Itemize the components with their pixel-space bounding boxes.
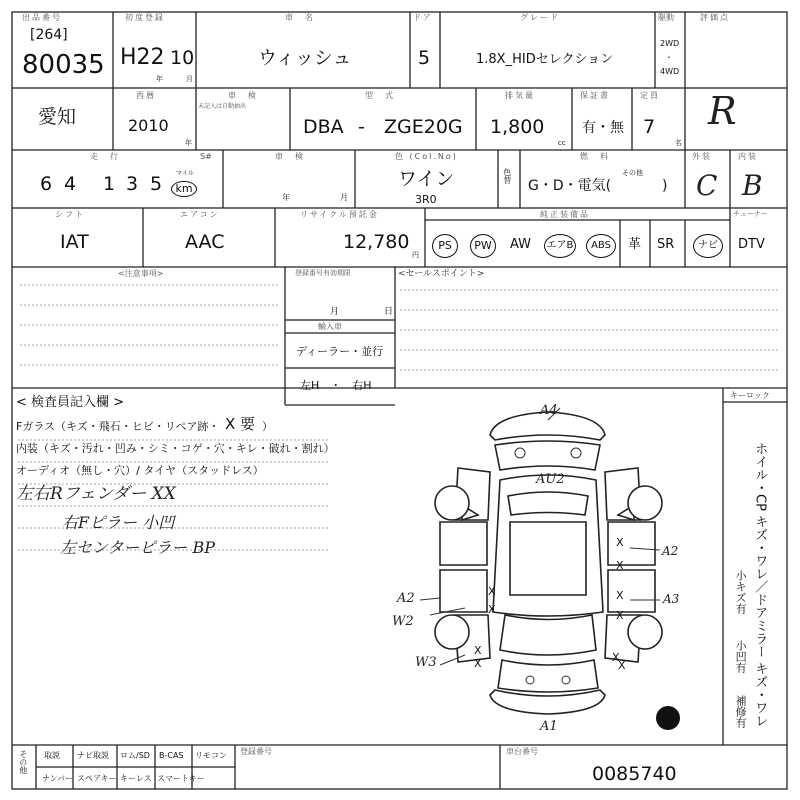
inspection-month-unit: 月 xyxy=(340,193,348,202)
equipment-item-sr: SR xyxy=(657,237,675,252)
grade-label: グレード xyxy=(520,13,560,22)
fglass-close: ） xyxy=(262,420,273,433)
year-unit: 年 xyxy=(156,75,163,83)
equipment-item-pw: PW xyxy=(470,234,496,258)
drive-label: 駆動 xyxy=(658,13,674,22)
chassis-number: 0085740 xyxy=(592,763,677,785)
check-smart-key: スマートキー xyxy=(157,774,205,783)
check-remote: リモコン xyxy=(195,751,227,760)
drive-dot: ・ xyxy=(665,53,673,62)
owner: 愛知 xyxy=(38,106,77,128)
car-name-label: 車 名 xyxy=(285,13,315,22)
check-keyless: キーレス xyxy=(120,774,152,783)
dealer: ディーラー・並行 xyxy=(296,345,384,358)
recycle: 12,780 xyxy=(343,231,410,253)
check-number: ナンバー xyxy=(42,774,74,783)
equipment-item-aw: AW xyxy=(510,237,532,252)
side-small-scratch: 小キズ有 xyxy=(734,570,748,614)
mark-x: X xyxy=(618,659,626,672)
car-name: ウィッシュ xyxy=(258,47,352,69)
mileage-digit: 6 xyxy=(40,173,53,195)
fuel: G・D・電気( xyxy=(528,178,612,194)
model-prefix: DBA xyxy=(303,116,344,138)
expiry-day-label: 日 xyxy=(384,307,394,317)
doors: 5 xyxy=(418,47,431,69)
interior-label: 内装 xyxy=(738,152,758,161)
capacity: 7 xyxy=(643,116,656,138)
mileage-digit: 3 xyxy=(126,173,139,195)
mark-w2: W2 xyxy=(392,614,414,629)
lot-number: 80035 xyxy=(22,50,105,80)
inspector-title: < 検査員記入欄 > xyxy=(16,395,125,410)
steering: 左H ・ 右H xyxy=(300,379,372,392)
mark-x: X xyxy=(616,536,624,549)
model-code: ZGE20G xyxy=(384,116,463,138)
year-label: 西暦 xyxy=(136,91,156,100)
equipment-item-navi: ナビ xyxy=(693,234,723,258)
handwritten-note: 左センターピラー BP xyxy=(60,538,215,557)
auction-no-label: 出品番号 xyxy=(22,13,62,22)
fglass-mark: X 要 xyxy=(225,415,256,433)
month-unit: 月 xyxy=(186,75,193,83)
expiry-month-label: 月 xyxy=(330,307,340,317)
handwritten-note: 右Fピラー 小凹 xyxy=(62,513,175,532)
score-label: 評価点 xyxy=(700,13,730,22)
mileage-label: 走 行 xyxy=(90,152,120,161)
mark-x: X xyxy=(616,589,624,602)
warranty: 有・無 xyxy=(582,120,624,136)
mileage-digit: 1 xyxy=(103,173,116,195)
model-label: 型 式 xyxy=(365,91,395,100)
chassis-label: 車台番号 xyxy=(506,747,538,756)
yen-unit: 円 xyxy=(412,251,419,259)
mark-x: X xyxy=(616,559,624,572)
doors-label: ドア xyxy=(413,13,433,22)
check-bcas: B-CAS xyxy=(159,751,184,760)
color-change-label: 色替 xyxy=(502,168,512,184)
fglass-line: Fガラス（キズ・飛石・ヒビ・リペア跡・ xyxy=(16,420,220,433)
side-small-dent: 小凹有 xyxy=(734,640,748,673)
check-manual: 取説 xyxy=(44,751,60,760)
side-notes: ホイル・CP キズ・ワレ／ドアミラー キズ・ワレ xyxy=(752,442,768,728)
mileage-digit: 5 xyxy=(150,173,163,195)
unit-km: km xyxy=(171,181,197,197)
score: R xyxy=(708,89,737,133)
inspection-note: 未記入は自動抽出 xyxy=(198,103,247,110)
color-label: 色 (Col.No) xyxy=(395,152,458,161)
keylock-label: キーロック xyxy=(730,391,770,400)
capacity-label: 定員 xyxy=(640,91,660,100)
year-unit-2: 年 xyxy=(185,139,192,147)
color: ワイン xyxy=(398,168,455,190)
equipment-item-ps: PS xyxy=(432,234,458,258)
fuel-label: 燃 料 xyxy=(580,152,610,161)
displacement: 1,800 xyxy=(490,116,545,138)
mark-a2-top: AU2 xyxy=(536,472,565,487)
sales-point-label: <セールスポイント> xyxy=(398,269,485,279)
mark-x: X xyxy=(488,585,496,598)
reg-no-label: 登録番号 xyxy=(240,747,272,756)
mark-x: X xyxy=(488,603,496,616)
equipment-item-dtv: DTV xyxy=(738,237,765,252)
mark-x: X xyxy=(616,609,624,622)
equipment-item-airbag: エアB xyxy=(544,234,576,258)
drive-2wd: 2WD xyxy=(660,39,680,48)
lot-group: [264] xyxy=(30,27,68,43)
aircon-label: エアコン xyxy=(180,210,220,219)
reg-expiry-label: 登録番号有効期限 xyxy=(295,269,351,277)
mark-a1: A1 xyxy=(540,719,558,734)
first-reg-era: H22 xyxy=(120,45,165,70)
mark-a3: A3 xyxy=(663,592,680,606)
recycle-label: リサイクル預託金 xyxy=(300,210,379,219)
mark-x: X xyxy=(474,644,482,657)
equipment-item-abs: ABS xyxy=(586,234,616,258)
interior: B xyxy=(742,169,763,202)
check-spare-key: スペアキー xyxy=(77,774,117,783)
side-repair: 補修有 xyxy=(734,695,748,728)
shift-label: シフト xyxy=(55,210,85,219)
audio-line: オーディオ（無し・穴）/ タイヤ（スタッドレス） xyxy=(16,464,264,477)
other-label: その他 xyxy=(18,750,28,774)
mark-a2-left: A2 xyxy=(397,591,415,606)
aircon: AAC xyxy=(185,231,225,253)
fuel-close: ) xyxy=(662,178,668,194)
grade: 1.8X_HIDセレクション xyxy=(476,52,614,67)
cc-unit: cc xyxy=(558,139,566,147)
color-no: 3R0 xyxy=(415,193,437,206)
first-reg-month: 10 xyxy=(170,47,195,69)
tuner-label: チューナー xyxy=(733,210,768,218)
caution-label: <注意事項> xyxy=(118,269,164,278)
handwritten-note: 左右Rフェンダー XX xyxy=(16,484,176,504)
shift: IAT xyxy=(60,231,89,253)
inspection-label: 車 検 xyxy=(228,91,258,100)
check-navi-manual: ナビ取説 xyxy=(77,751,109,760)
mark-a2-right: A2 xyxy=(662,544,679,558)
drive-4wd: 4WD xyxy=(660,67,680,76)
inspection-label-2: 車 検 xyxy=(275,152,305,161)
exterior-label: 外装 xyxy=(692,152,712,161)
year: 2010 xyxy=(128,116,169,135)
equipment-item-leather: 革 xyxy=(628,237,642,252)
mileage-digit: 4 xyxy=(64,173,77,195)
exterior: C xyxy=(696,169,718,202)
fuel-other: その他 xyxy=(622,169,643,177)
check-rom-sd: ロム/SD xyxy=(120,751,150,760)
mark-a4: A4 xyxy=(540,403,558,418)
interior-line: 内装（キズ・汚れ・凹み・シミ・コゲ・穴・キレ・破れ・割れ） xyxy=(16,442,335,455)
displacement-label: 排気量 xyxy=(505,91,535,100)
equipment-label: 純正装備品 xyxy=(540,210,590,219)
model-dash: - xyxy=(358,116,365,138)
import-label: 輸入車 xyxy=(318,322,342,331)
person-unit: 名 xyxy=(675,139,682,147)
inspection-year-unit: 年 xyxy=(282,193,290,202)
warranty-label: 保証書 xyxy=(580,91,610,100)
owner-label: 所有地 xyxy=(40,91,64,100)
mark-w3: W3 xyxy=(415,655,437,670)
first-reg-label: 初度登録 xyxy=(125,13,165,22)
mark-x: X xyxy=(612,651,620,664)
mark-x: X xyxy=(474,657,482,670)
smeter-label: S# xyxy=(200,152,212,161)
unit-mile: マイル xyxy=(176,170,194,177)
